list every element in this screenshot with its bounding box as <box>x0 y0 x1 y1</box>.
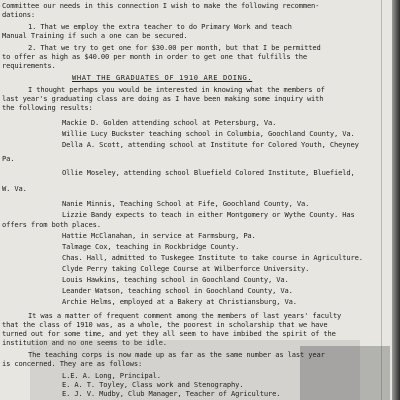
text-line: the following results: <box>2 103 93 112</box>
graduate-entry: Talmage Cox, teaching in Rockbridge County. <box>62 242 240 251</box>
text-line: 2. That we try to get one for $30.00 per month, but that I be permitted <box>28 43 321 52</box>
text-line: dations: <box>2 10 35 19</box>
text-line: to offer as high as $40.00 per month in order to get one that fulfills the <box>2 52 307 61</box>
text-line: is concerned. They are as follows: <box>2 359 143 368</box>
graduate-entry: Lizzie Bandy expects to teach in either Montgomery or Wythe County. Has <box>62 210 355 219</box>
graduate-entry: Della A. Scott, attending school at Institute for Colored Youth, Cheyney <box>62 140 359 149</box>
text-line: The teaching corps is now made up as far as the same number as last year <box>28 350 325 359</box>
page-edge-shadow <box>392 0 400 400</box>
graduate-entry: Archie Helms, employed at a Bakery at Christiansburg, Va. <box>62 297 297 306</box>
graduate-entry-continued: W. Va. <box>2 184 27 193</box>
graduate-entry: Clyde Perry taking College Course at Wilberforce University. <box>62 264 310 273</box>
graduate-entry-continued: Pa. <box>2 154 15 163</box>
graduate-entry: Nanie Minnis, Teaching School at Fife, Goochland County, Va. <box>62 199 310 208</box>
text-line: Committee our needs in this connection I wish to make the following recommen- <box>2 1 320 10</box>
text-line: requirements. <box>2 61 56 70</box>
staff-entry: E. A. T. Toyley, Class work and Stenography. <box>62 380 244 389</box>
section-heading: WHAT THE GRADUATES OF 1910 ARE DOING. <box>72 73 253 82</box>
graduate-entry: Mackie D. Golden attending school at Petersburg, Va. <box>62 118 277 127</box>
text-line: institution and no one seems to be idle. <box>2 338 167 347</box>
graduate-entry-continued: offers from both places. <box>2 220 101 229</box>
staff-entry: E. J. V. Mudby, Club Manager, Teacher of Agriculture. <box>62 389 281 398</box>
page-margin-line <box>381 0 382 400</box>
graduate-entry: Hattie McClanahan, in service at Farmsburg, Pa. <box>62 231 256 240</box>
graduate-entry: Leander Watson, teaching school in Goochland County, Va. <box>62 286 293 295</box>
text-line: 1. That we employ the extra teacher to do Primary Work and teach <box>28 22 292 31</box>
text-line: It was a matter of frequent comment among the members of last years' faculty <box>28 311 342 320</box>
graduate-entry: Ollie Moseley, attending school Bluefield Colored Institute, Bluefield, <box>62 168 355 177</box>
graduate-entry: Louis Hawkins, teaching school in Goochland County, Va. <box>62 275 289 284</box>
text-line: that the class of 1910 was, as a whole, the poorest in scholarship that we have <box>2 320 328 329</box>
graduate-entry: Chas. Hall, admitted to Tuskegee Institute to take course in Agriculture. <box>62 253 363 262</box>
text-line: Manual Training if such a one can be secured. <box>2 31 188 40</box>
text-line: last year's graduating class are doing as I have been making some inquiry with <box>2 94 324 103</box>
staff-entry: L.E. A. Long, Principal. <box>62 371 161 380</box>
text-line: I thought perhaps you would be interested in knowing what the members of <box>28 85 325 94</box>
text-line: turned out for some time, and yet they all seem to have imbibed the spirit of the <box>2 329 336 338</box>
graduate-entry: Willie Lucy Buckster teaching school in Columbia, Goochland County, Va. <box>62 129 355 138</box>
